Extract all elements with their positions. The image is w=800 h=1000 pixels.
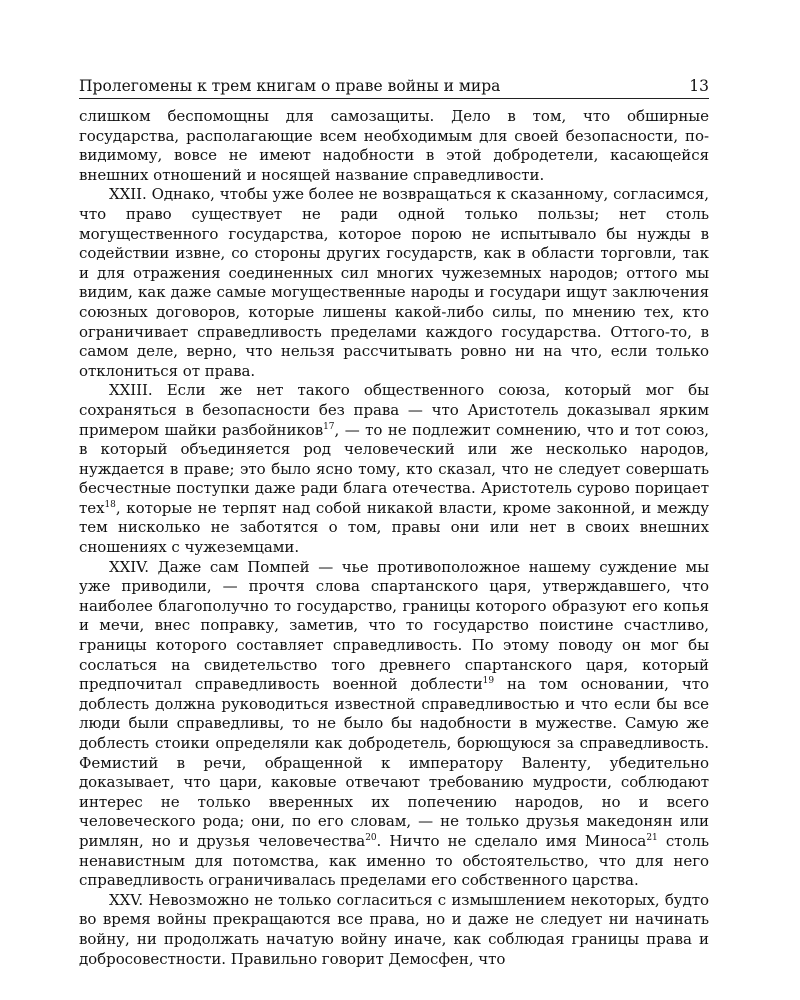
paragraph-text: XXII. Однако, чтобы уже более не возвращаться к сказанному, согласимся, что право существует не ради одной только пользы; нет столь могущественного государства, которое порою не испытывало бы нужды в содействии извне, со стороны других государств, как в области торговли, так и для отражения соединенных сил многих чужеземных народов; оттого мы видим, как даже самые могущественные народы и государи ищут заключения союзных договоров, которые лишены какой-либо силы, по мнению тех, кто ограничивает справедливость пределами каждого государства. Оттого-то, в самом деле, верно, что нельзя рассчитывать ровно ни на что, если только отклониться от права. [79, 185, 709, 380]
paragraph-text: слишком беспомощны для самозащиты. Дело в том, что обширные государства, располагающие всем необходимым для своей безопасности, по-видимому, вовсе не имеют надобности в этой добродетели, касающейся внешних отношений и носящей название справедливости. [79, 107, 709, 184]
running-header [79, 70, 709, 99]
footnote-marker: 18 [104, 499, 116, 510]
paragraph-text: . Ничто не сделало имя Миноса [376, 831, 647, 850]
paragraph-text: , которые не терпят над собой никакой власти, кроме законной, и между тем нисколько не заботятся о том, правы они или нет в своих внешних сношениях с чужеземцами. [79, 498, 709, 557]
page-number: 13 [689, 77, 709, 95]
text-body [79, 107, 709, 969]
running-title: Пролегомены к трем книгам о праве войны и мира [79, 77, 501, 95]
paragraph-text: XXV. Невозможно не только согласиться с измышлением некоторых, будто во время войны прекращаются все права, но и даже не следует ни начинать войну, ни продолжать начатую войну иначе, как соблюдая границы права и добросовестности. Правильно говорит Демосфен, что [79, 890, 709, 968]
paragraph [79, 558, 709, 891]
footnote-marker: 17 [323, 421, 335, 432]
footnote-marker: 21 [646, 832, 658, 843]
footnote-marker: 19 [482, 676, 495, 687]
paragraph [79, 107, 709, 185]
paragraph-text: XXIV. Даже сам Помпей — чье противоположное нашему суждение мы уже приводили, — прочтя слова спартанского царя, утверждавшего, что наиболее благополучно то государство, границы которого образуют его копья и мечи, внес поправку, заметив, что то государство поистине счастливо, границы которого составляет справедливость. По этому поводу он мог бы сослаться на свидетельство того древнего спартанского царя, который предпочитал справедливость военной доблести [79, 557, 709, 694]
book-page [79, 70, 709, 970]
paragraph-text: XXIII. Если же нет такого общественного союза, который мог бы сохраняться в безопасности без права — что Аристотель доказывал ярким примером шайки разбойников [79, 381, 709, 439]
paragraph [79, 185, 709, 381]
paragraph-text: на том основании, что доблесть должна руководиться известной справедливостью и что если бы все люди были справедливы, то не было бы надобности в мужестве. Самую же доблесть стоики определяли как добродетель, борющуюся за справедливость. Фемистий в речи, обращенной к императору Валенту, убедительно доказывает, что цари, каковые отвечают требованию мудрости, соблюдают интерес не только вверенных их попечению народов, но и всего человеческого рода; они, по его словам, — не только друзья македонян или римлян, но и друзья человечества [79, 675, 710, 850]
paragraph-text: столь ненавистным для потомства, как именно то обстоятельство, что для него справедливость ограничивалась пределами его собственного царства. [79, 831, 710, 890]
paragraph [79, 381, 709, 557]
paragraph-text: , — то не подлежит сомнению, что и тот союз, в который объединяется род человеческий или же несколько народов, нуждается в праве; это было ясно тому, кто сказал, что не следует совершать бесчестные поступки даже ради блага отечества. Аристотель сурово порицает тех [79, 420, 709, 517]
paragraph [79, 891, 709, 969]
footnote-marker: 20 [365, 832, 377, 843]
